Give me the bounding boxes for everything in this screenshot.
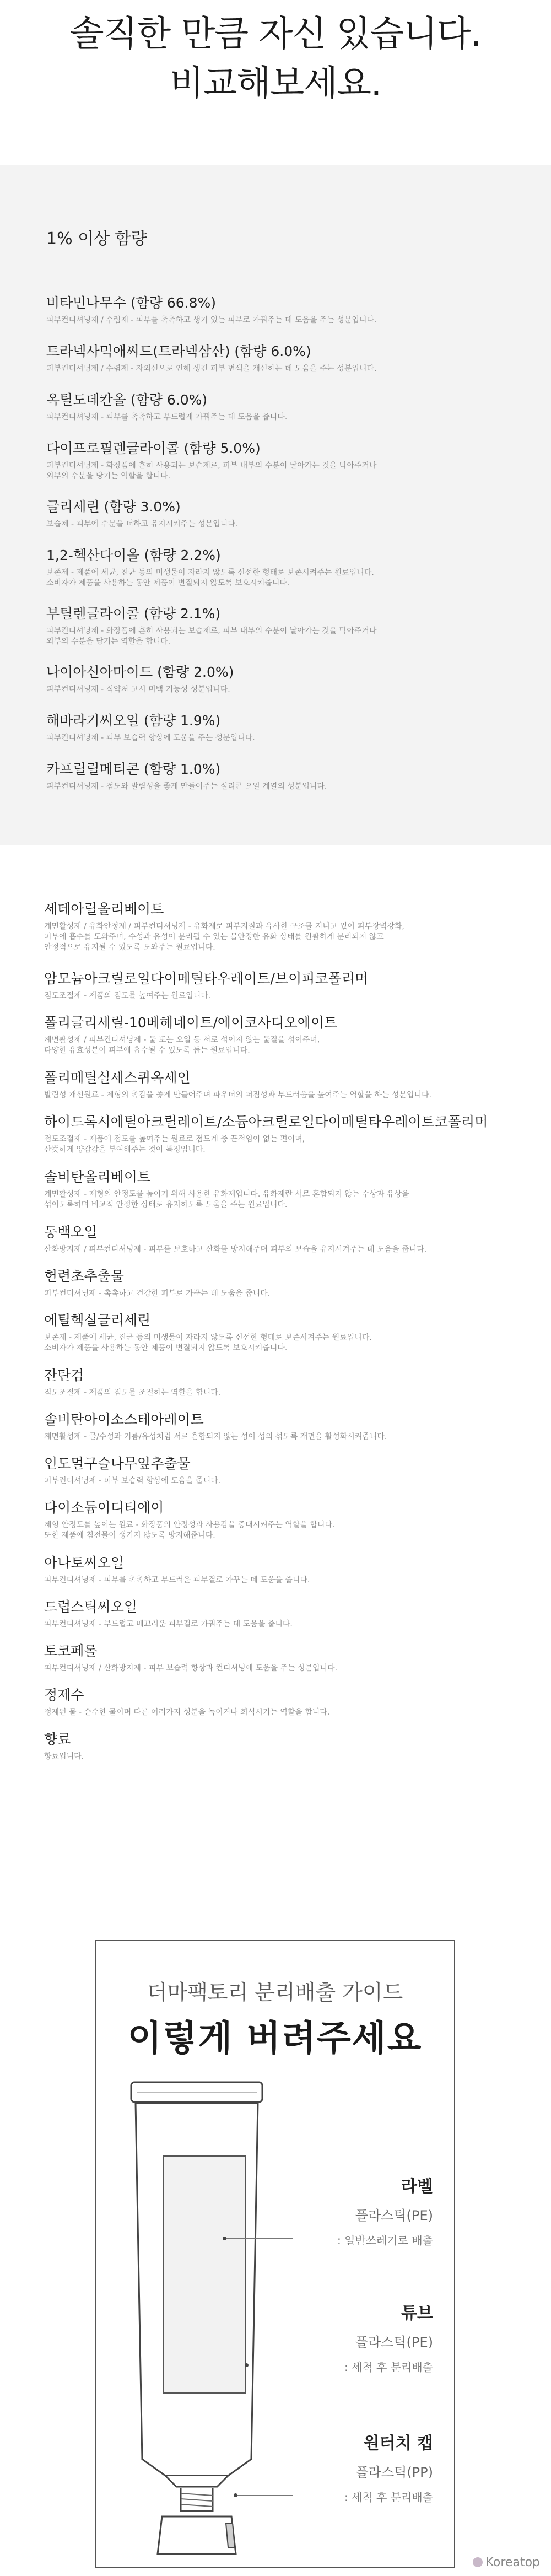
ingredient-name: 폴리글리세릴-10베헤네이트/에이코사디오에이트 — [44, 1015, 338, 1031]
ingredient-item — [46, 758, 509, 792]
ingredient-item — [44, 1453, 512, 1486]
ingredient-desc: 피부컨디셔닝제 - 피부를 촉촉하고 부드러운 피부결로 가꾸는 데 도움을 줍니다. — [44, 1576, 310, 1585]
ingredient-name: 해바라기씨오일 (함량 1.9%) — [46, 713, 221, 729]
ingredient-item — [44, 1012, 512, 1056]
ingredient-name: 비타민나무수 (함량 66.8%) — [46, 295, 217, 311]
ingredient-name: 토코페롤 — [44, 1643, 98, 1659]
ingredient-desc: 제형 안정도를 높이는 원료 - 화장품의 안정성과 사용감을 증대시켜주는 역할을 합니다. 또한 제품에 침전물이 생기지 않도록 방지해줍니다. — [44, 1521, 335, 1540]
ingredient-name: 1,2-헥산다이올 (함량 2.2%) — [46, 547, 221, 563]
ingredient-item — [44, 1166, 512, 1210]
part-name: 튜브 — [401, 2304, 433, 2323]
part-cap — [290, 2429, 433, 2504]
ingredient-desc: 피부컨디셔닝제 / 산화방지제 - 피부 보습력 향상과 컨디셔닝에 도움을 주는 성분입니다. — [44, 1664, 338, 1673]
ingredient-desc: 보습제 - 피부에 수분을 더하고 유지시켜주는 성분입니다. — [46, 520, 238, 529]
ingredient-name: 나이아신아마이드 (함량 2.0%) — [46, 664, 234, 680]
ingredient-name: 하이드록시에틸아크릴레이트/소듐아크릴로일다이메틸타우레이트코폴리머 — [44, 1114, 488, 1130]
disposal-guide-section — [0, 1874, 551, 2576]
ingredient-desc: 정제된 물 - 순수한 물이며 다른 여러가지 성분을 녹이거나 희석시키는 역할을 합니다. — [44, 1708, 330, 1717]
ingredient-desc: 피부컨디셔닝제 - 부드럽고 매끄러운 피부결로 가꿔주는 데 도움을 줍니다. — [44, 1620, 293, 1629]
ingredient-name: 세테아릴올리베이트 — [44, 901, 164, 917]
ingredient-name: 아나토씨오일 — [44, 1555, 124, 1571]
ingredient-name: 트라넥사믹애씨드(트라넥삼산) (함량 6.0%) — [46, 343, 311, 359]
ingredient-item — [44, 1409, 512, 1442]
hero-line-1: 솔직한 만큼 자신 있습니다. — [69, 14, 482, 55]
watermark-logo-icon — [473, 2557, 483, 2567]
section-title: 1% 이상 함량 — [46, 229, 147, 249]
ingredient-item — [44, 1684, 512, 1718]
ingredient-desc: 향료입니다. — [44, 1752, 84, 1761]
part-name: 원터치 캡 — [363, 2434, 433, 2453]
ingredient-name: 정제수 — [44, 1687, 84, 1703]
part-material: 플라스틱(PP) — [355, 2465, 433, 2480]
guide-subtitle: 더마팩토리 분리배출 가이드 — [147, 1980, 403, 2004]
ingredient-item — [44, 898, 512, 953]
ingredient-desc: 피부컨디셔닝제 - 화장품에 흔히 사용되는 보습제로, 피부 내부의 수분이 날아가는 것을 막아주거나 외부의 수분을 당기는 역할을 합니다. — [46, 461, 377, 481]
ingredient-item — [46, 292, 509, 326]
ingredient-desc: 보존제 - 제품에 세균, 진균 등의 미생물이 자라지 않도록 신선한 형태로 보존시켜주는 원료입니다. 소비자가 제품을 사용하는 동안 제품이 변질되지 않도록 보호시켜줍니다. — [46, 568, 374, 588]
ingredient-desc: 계면활성제 - 제형의 안정도를 높이기 위해 사용한 유화제입니다. 유화제란 서로 혼합되지 않는 수상과 유상을 섞이도록하며 비교적 안정한 상태로 유지하도록 도움을 주는 원료입니다. — [44, 1190, 409, 1209]
ingredient-name: 동백오일 — [44, 1224, 98, 1240]
ingredient-name: 글리세린 (함량 3.0%) — [46, 499, 181, 515]
hero-heading — [0, 0, 551, 165]
part-note: : 세척 후 분리배출 — [344, 2361, 433, 2374]
main-ingredients-section — [0, 165, 551, 845]
part-name: 라벨 — [401, 2177, 433, 2196]
ingredient-desc: 피부컨디셔닝제 - 화장품에 흔히 사용되는 보습제로, 피부 내부의 수분이 날아가는 것을 막아주거나 외부의 수분을 당기는 역할을 합니다. — [46, 627, 377, 646]
ingredient-name: 다이소듐이디티에이 — [44, 1500, 164, 1516]
watermark — [473, 2556, 540, 2569]
ingredient-item — [44, 1596, 512, 1630]
ingredient-desc: 피부컨디셔닝제 - 피부 보습력 향상에 도움을 줍니다. — [44, 1476, 221, 1485]
ingredient-item — [44, 1728, 512, 1762]
ingredient-desc: 피부컨디셔닝제 - 촉촉하고 건강한 피부로 가꾸는 데 도움을 줍니다. — [44, 1289, 271, 1298]
ingredient-item — [46, 545, 509, 589]
ingredient-desc: 계면활성제 / 피부컨디셔닝제 - 물 또는 오일 등 서로 섞이지 않는 물질을 섞이주며, 다양한 유효성분이 피부에 흡수될 수 있도록 돕는 원료입니다. — [44, 1036, 320, 1055]
ingredient-desc: 점도조절제 - 제품의 점도를 조절하는 역할을 합니다. — [44, 1388, 221, 1397]
ingredient-desc: 발림성 개선원료 - 제형의 촉감을 좋게 만들어주며 파우더의 퍼짐성과 부드러움을 높여주는 역할을 하는 성분입니다. — [44, 1091, 431, 1100]
part-note: : 세척 후 분리배출 — [344, 2491, 433, 2504]
ingredient-desc: 계면활성제 / 유화안정제 / 피부컨디셔닝제 - 유화제로 피부지질과 유사한 구조를 지니고 있어 피부장벽강화, 피부에 흡수를 도와주며, 수성과 유성이 분리될 수 있는 불안정한 유화 상태를 원활하게 분리되지 않고 안정적으로 유지될 수 있도록 도와주는 원료입니다. — [44, 922, 404, 952]
ingredient-item — [44, 1640, 512, 1674]
ingredient-item — [46, 496, 509, 530]
label-leader-line — [226, 2238, 293, 2239]
ingredient-name: 헌련초추출물 — [44, 1268, 124, 1284]
ingredient-name: 암모늄아크릴로일다이메틸타우레이트/브이피코폴리머 — [44, 971, 369, 987]
ingredient-name: 폴리메틸실세스퀴옥세인 — [44, 1070, 191, 1086]
part-tube — [290, 2299, 433, 2374]
ingredient-name: 카프릴릴메티콘 (함량 1.0%) — [46, 761, 221, 777]
ingredient-item — [44, 1265, 512, 1299]
cap-leader-line — [237, 2495, 293, 2496]
ingredient-item — [46, 710, 509, 743]
part-label — [290, 2173, 433, 2248]
ingredient-desc: 산화방지제 / 피부컨디셔닝제 - 피부를 보호하고 산화를 방지해주며 피부의 보습을 유지시켜주는 데 도움을 줍니다. — [44, 1245, 427, 1254]
ingredient-name: 에틸헥실글리세린 — [44, 1312, 151, 1328]
ingredient-desc: 점도조절제 - 제품에 점도를 높여주는 원료로 점도계 중 끈적임이 없는 편이며, 산뜻하게 양감감을 부여해주는 것이 특징입니다. — [44, 1135, 305, 1154]
part-material: 플라스틱(PE) — [355, 2208, 433, 2223]
ingredient-name: 다이프로필렌글라이콜 (함량 5.0%) — [46, 440, 261, 456]
ingredient-name: 부틸렌글라이콜 (함량 2.1%) — [46, 606, 221, 622]
ingredient-desc: 피부컨디셔닝제 - 피부 보습력 향상에 도움을 주는 성분입니다. — [46, 734, 255, 742]
ingredient-item — [44, 1309, 512, 1354]
ingredient-name: 드럽스틱씨오일 — [44, 1599, 138, 1615]
ingredient-item — [46, 661, 509, 695]
ingredient-item — [44, 1111, 512, 1155]
ingredient-name: 솔비탄올리베이트 — [44, 1169, 151, 1185]
ingredient-desc: 피부컨디셔닝제 - 점도와 발림성을 좋게 만들어주는 실리콘 오일 계열의 성분입니다. — [46, 782, 327, 791]
watermark-text: Koreatop — [485, 2556, 540, 2569]
ingredient-item — [44, 1365, 512, 1398]
other-ingredients-section — [0, 845, 551, 1874]
ingredient-name: 솔비탄아이소스테아레이트 — [44, 1411, 204, 1427]
ingredient-name: 향료 — [44, 1731, 71, 1747]
ingredient-item — [46, 389, 509, 423]
ingredient-item — [44, 1497, 512, 1541]
disposal-guide-card — [95, 1940, 455, 2568]
ingredient-item — [44, 1067, 512, 1101]
ingredient-desc: 계면활성제 - 물/수성과 기름/유성처럼 서로 혼합되지 않는 성이 성의 섞도록 개면을 활성화시켜줍니다. — [44, 1432, 387, 1441]
ingredient-desc: 피부컨디셔닝제 / 수렴제 - 피부를 촉촉하고 생기 있는 피부로 가꿔주는 데 도움을 주는 성분입니다. — [46, 316, 377, 325]
ingredient-desc: 보존제 - 제품에 세균, 진균 등의 미생물이 자라지 않도록 신선한 형태로 보존시켜주는 원료입니다. 소비자가 제품을 사용하는 동안 제품이 변질되지 않도록 보호시켜줍니다. — [44, 1333, 372, 1352]
part-note: : 일반쓰레기로 배출 — [337, 2234, 433, 2247]
ingredient-item — [46, 438, 509, 482]
part-material: 플라스틱(PE) — [355, 2335, 433, 2350]
ingredient-item — [46, 341, 509, 374]
ingredient-name: 옥틸도데칸올 (함량 6.0%) — [46, 392, 208, 408]
ingredient-item — [44, 968, 512, 1001]
ingredient-item — [44, 1552, 512, 1586]
guide-title: 이렇게 버려주세요 — [127, 2018, 423, 2059]
ingredient-desc: 피부컨디셔닝제 / 수렴제 - 자외선으로 인해 생긴 피부 변색을 개선하는 데 도움을 주는 성분입니다. — [46, 364, 377, 373]
tube-illustration — [123, 2079, 305, 2558]
ingredient-desc: 피부컨디셔닝제 - 식약처 고시 미백 기능성 성분입니다. — [46, 685, 230, 694]
hero-line-2: 비교해보세요. — [169, 63, 382, 104]
ingredient-item — [46, 603, 509, 647]
ingredient-item — [44, 1221, 512, 1255]
ingredient-desc: 피부컨디셔닝제 - 피부를 촉촉하고 부드럽게 가꿔주는 데 도움을 줍니다. — [46, 413, 288, 422]
ingredient-name: 잔탄검 — [44, 1367, 84, 1383]
ingredient-name: 인도멀구슬나무잎추출물 — [44, 1456, 191, 1472]
ingredient-desc: 점도조절제 - 제품의 점도를 높여주는 원료입니다. — [44, 991, 211, 1000]
